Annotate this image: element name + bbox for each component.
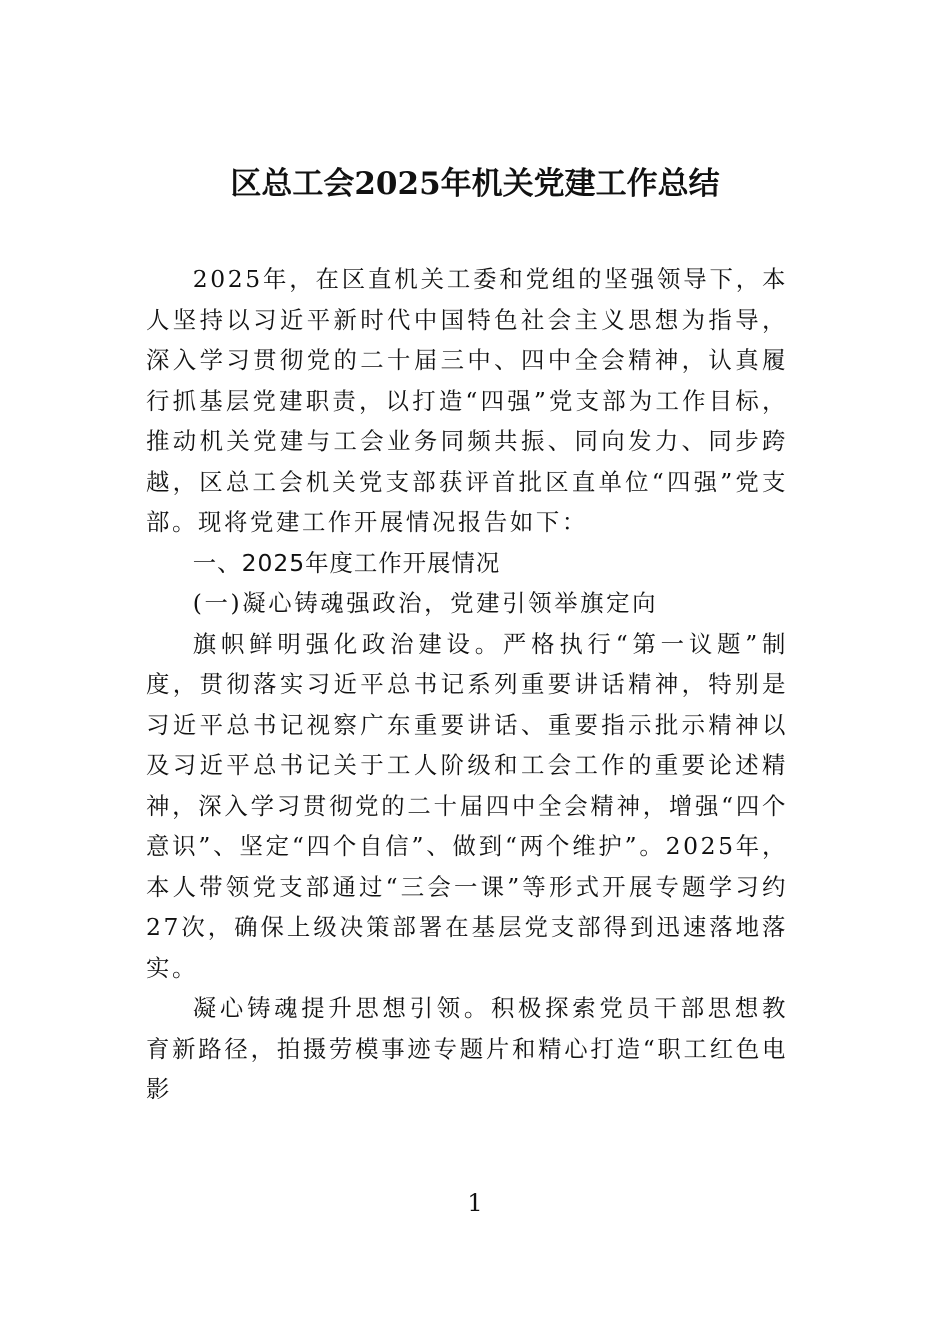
body-paragraph-ideological-guidance: 凝心铸魂提升思想引领。积极探索党员干部思想教育新路径，拍摄劳模事迹专题片和精心打造“职工红色电影	[146, 994, 788, 1103]
body-paragraph-political-building: 旗帜鲜明强化政治建设。严格执行“第一议题”制度，贯彻落实习近平总书记系列重要讲话精神，特别是习近平总书记视察广东重要讲话、重要指示批示精神以及习近平总书记关于工人阶级和工会工作的重要论述精神，深入学习贯彻党的二十届四中全会精神，增强“四个意识”、坚定“四个自信”、做到“两个维护”。2025年，本人带领党支部通过“三会一课”等形式开展专题学习约27次，确保上级决策部署在基层党支部得到迅速落地落实。	[146, 629, 788, 982]
subsection-heading: (一)凝心铸魂强政治，党建引领举旗定向	[192, 589, 659, 617]
intro-paragraph: 2025年，在区直机关工委和党组的坚强领导下，本人坚持以习近平新时代中国特色社会主义思想为指导，深入学习贯彻党的二十届三中、四中全会精神，认真履行抓基层党建职责，以打造“四强”党支部为工作目标，推动机关党建与工会业务同频共振、同向发力、同步跨越，区总工会机关党支部获评首批区直单位“四强”党支部。现将党建工作开展情况报告如下：	[146, 265, 788, 536]
section-heading: 一、2025年度工作开展情况	[192, 548, 501, 577]
document-title: 区总工会2025年机关党建工作总结	[230, 166, 720, 202]
page-number: 1	[467, 1189, 483, 1217]
document-body	[146, 259, 788, 1110]
